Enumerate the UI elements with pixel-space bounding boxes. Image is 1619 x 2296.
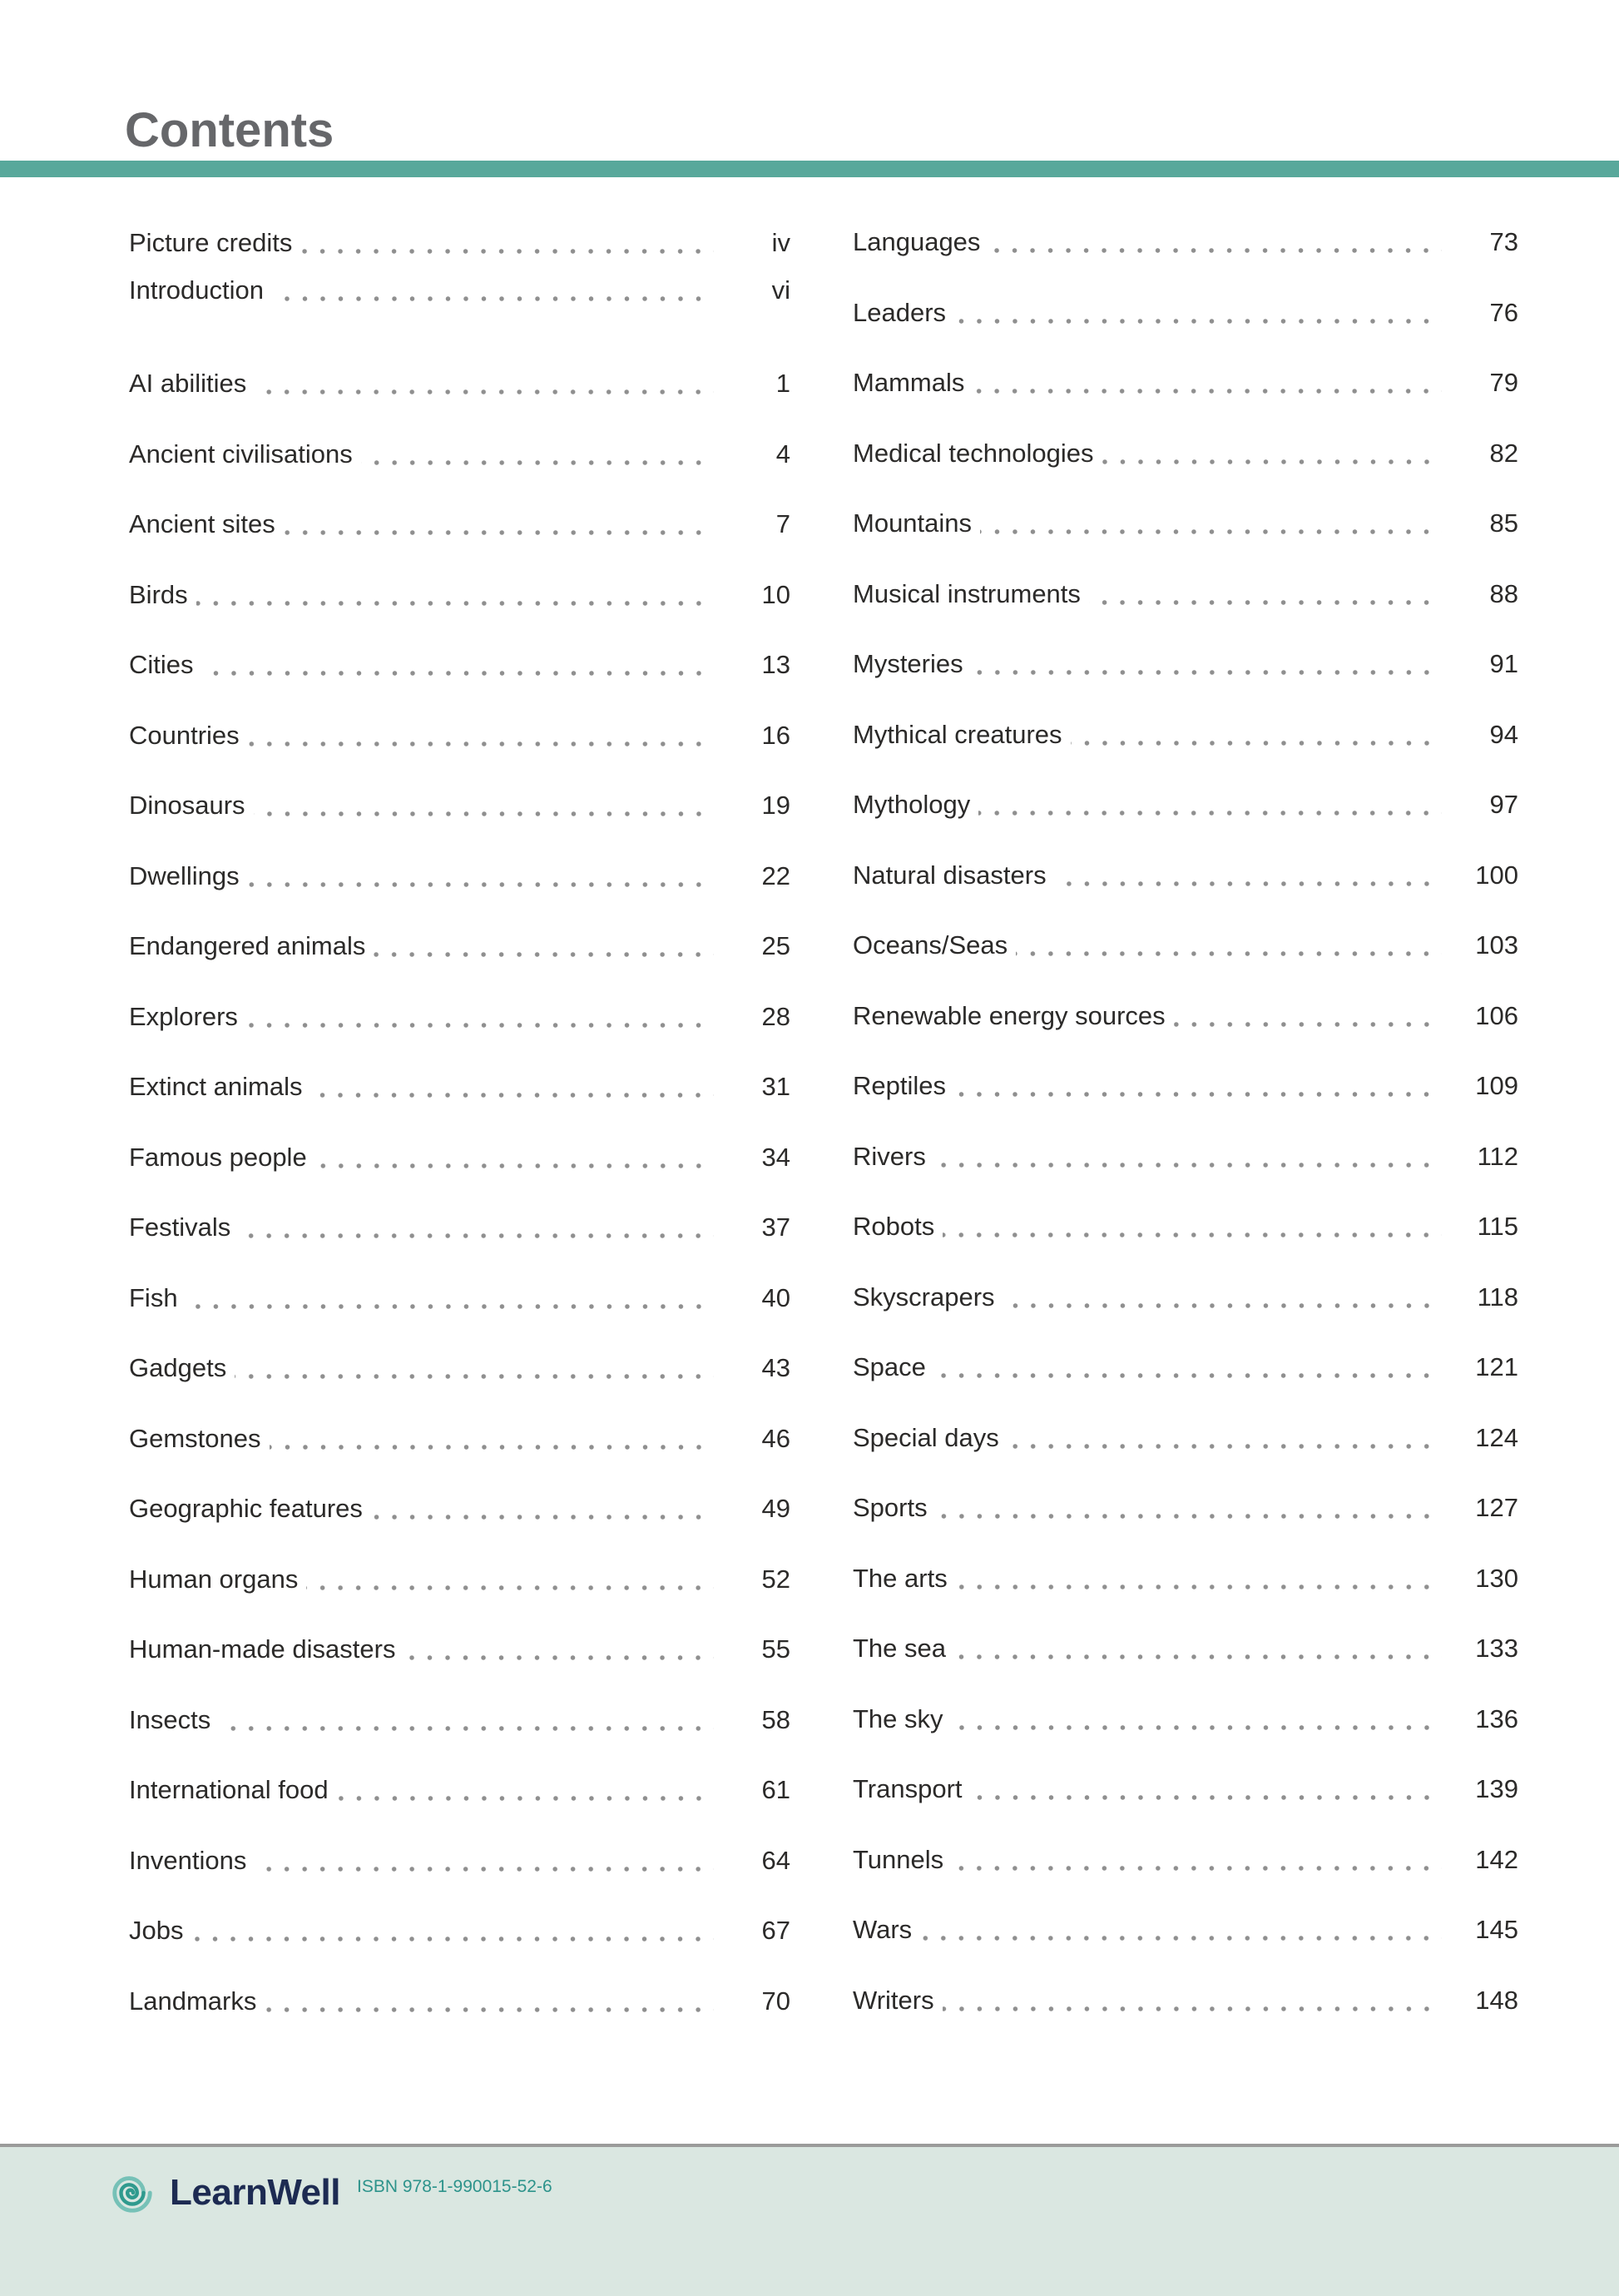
toc-entry-page: 49 [761, 1494, 790, 1524]
toc-entry-page: 133 [1475, 1634, 1518, 1664]
toc-entry-label: Inventions [129, 1845, 247, 1875]
toc-entry-page: 4 [775, 439, 790, 469]
toc-entry-page: 148 [1475, 1985, 1518, 2015]
dot-leader [973, 389, 1442, 394]
toc-entry-page: 19 [761, 791, 790, 821]
dot-leader [337, 1796, 714, 1801]
toc-entry [853, 1192, 1518, 1262]
toc-entry-page: 94 [1489, 719, 1518, 749]
toc-entry-page: 109 [1475, 1071, 1518, 1101]
toc-entry-page: 118 [1477, 1282, 1518, 1312]
toc-entry-page: 91 [1489, 649, 1518, 679]
toc-entry [129, 1333, 790, 1404]
learnwell-swirl-logo-icon [108, 2169, 156, 2217]
dot-leader [1016, 951, 1442, 956]
toc-entry [853, 1473, 1518, 1544]
dot-leader [1071, 741, 1442, 746]
toc-entry-label: Famous people [129, 1142, 307, 1172]
toc-entry-page: 22 [761, 860, 790, 890]
toc-entry [129, 560, 790, 631]
toc-entry [853, 488, 1518, 559]
toc-entry [129, 701, 790, 771]
dot-leader [988, 248, 1442, 253]
dot-leader [1089, 600, 1442, 605]
toc-entry-label: Mysteries [853, 649, 963, 679]
isbn-text: ISBN 978-1-990015-52-6 [356, 2177, 552, 2196]
toc-entry-label: Rivers [853, 1141, 926, 1171]
toc-entry-page: 64 [761, 1845, 790, 1875]
toc-entry [129, 1404, 790, 1475]
dot-leader [300, 249, 714, 254]
toc-entry-page: 82 [1489, 438, 1518, 468]
dot-leader [936, 1514, 1442, 1519]
toc-entry [129, 219, 790, 266]
toc-entry [129, 266, 790, 314]
dot-leader [952, 1866, 1442, 1871]
toc-entry [129, 1755, 790, 1826]
toc-entry-page: 52 [761, 1564, 790, 1594]
toc-entry-label: Wars [853, 1915, 913, 1945]
toc-entry [853, 559, 1518, 630]
dot-leader [943, 2006, 1442, 2011]
toc-entry-label: Geographic features [129, 1494, 363, 1524]
toc-entry-label: Festivals [129, 1212, 231, 1242]
toc-entry [853, 1966, 1518, 2036]
toc-entry-page: 25 [761, 931, 790, 961]
dot-leader [235, 1374, 714, 1379]
toc-entry [853, 1895, 1518, 1966]
toc-entry-label: Transport [853, 1774, 963, 1804]
dot-leader [239, 1233, 714, 1238]
toc-entry-label: Mammals [853, 368, 965, 398]
toc-entry [853, 910, 1518, 981]
toc-entry-label: Endangered animals [129, 931, 366, 961]
toc-entry-label: Picture credits [129, 227, 293, 257]
toc-entry-page: 31 [761, 1072, 790, 1102]
toc-entry-page: 37 [761, 1212, 790, 1242]
toc-left-entries [129, 349, 790, 2036]
toc-entry-page: 142 [1475, 1844, 1518, 1874]
toc-entry [129, 841, 790, 912]
toc-entry-label: Robots [853, 1212, 935, 1242]
toc-entry-page: 130 [1475, 1563, 1518, 1593]
toc-entry-page: 88 [1489, 578, 1518, 608]
toc-entry-page: 7 [775, 509, 790, 539]
toc-entry-page: 103 [1475, 930, 1518, 960]
toc-entry-label: Sports [853, 1493, 928, 1523]
toc-section-gap [129, 314, 790, 349]
toc-entry-label: Mythical creatures [853, 719, 1062, 749]
toc-entry-label: The arts [853, 1563, 948, 1593]
toc-entry-label: Gadgets [129, 1353, 227, 1383]
dot-leader [186, 1304, 714, 1309]
toc-entry [853, 1544, 1518, 1614]
toc-entry-page: 79 [1489, 368, 1518, 398]
toc-entry-page: 70 [761, 1986, 790, 2016]
dot-leader [943, 1232, 1442, 1237]
toc-entry-label: Insects [129, 1704, 211, 1734]
dot-leader [971, 1795, 1442, 1800]
toc-entry-label: Countries [129, 720, 240, 750]
toc-entry-label: Special days [853, 1422, 999, 1452]
toc-entry [129, 911, 790, 982]
toc-entry [129, 1966, 790, 2037]
dot-leader [255, 389, 714, 394]
dot-leader [1102, 459, 1442, 464]
toc-entry-label: Ancient sites [129, 509, 275, 539]
toc-entry-label: Gemstones [129, 1423, 261, 1453]
publisher-brand-row [108, 2169, 552, 2217]
dot-leader [1174, 1022, 1442, 1027]
toc-entry [129, 1052, 790, 1123]
toc-entry-page: 100 [1475, 860, 1518, 890]
toc-entry [853, 1614, 1518, 1684]
toc-entry [853, 419, 1518, 489]
toc-column-right [853, 207, 1518, 2036]
toc-entry-page: 127 [1475, 1493, 1518, 1523]
toc-entry-page: 112 [1477, 1141, 1518, 1171]
toc-entry-label: Space [853, 1352, 926, 1382]
toc-entry-label: Mythology [853, 790, 971, 820]
toc-entry-label: Human organs [129, 1564, 299, 1594]
toc-entry-label: Introduction [129, 275, 264, 305]
dot-leader [306, 1585, 714, 1590]
toc-entry-label: Natural disasters [853, 860, 1047, 890]
toc-entry [853, 1403, 1518, 1474]
toc-entry-label: The sky [853, 1703, 943, 1733]
toc-front-matter [129, 219, 790, 314]
toc-entry-label: Renewable energy sources [853, 1000, 1166, 1030]
toc-entry [853, 1051, 1518, 1122]
toc-entry [853, 700, 1518, 771]
toc-entry-page: 115 [1477, 1212, 1518, 1242]
dot-leader [934, 1163, 1442, 1168]
dot-leader [934, 1373, 1442, 1378]
toc-entry [853, 348, 1518, 419]
toc-entry-label: Explorers [129, 1001, 238, 1031]
dot-leader [978, 811, 1442, 816]
toc-entry [129, 982, 790, 1053]
dot-leader [202, 671, 714, 676]
toc-entry-page: 55 [761, 1634, 790, 1664]
toc-entry-label: Languages [853, 227, 981, 257]
dot-leader [248, 741, 714, 746]
dot-leader [315, 1163, 714, 1168]
toc-entry-label: Reptiles [853, 1071, 946, 1101]
toc-entry-label: Human-made disasters [129, 1634, 396, 1664]
toc-entry-label: Leaders [853, 297, 947, 327]
toc-entry-label: Skyscrapers [853, 1282, 995, 1312]
toc-entry-page: 97 [1489, 790, 1518, 820]
toc-entry-label: Landmarks [129, 1986, 257, 2016]
toc-entry [853, 1122, 1518, 1193]
toc-entry [129, 1685, 790, 1756]
toc-entry-page: 67 [761, 1916, 790, 1946]
toc-entry [853, 629, 1518, 700]
toc-entry-page: 106 [1475, 1000, 1518, 1030]
toc-entry-label: Jobs [129, 1916, 184, 1946]
toc-entry [129, 1545, 790, 1615]
toc-entry-label: Medical technologies [853, 438, 1094, 468]
toc-entry-page: 139 [1475, 1774, 1518, 1804]
toc-entry [129, 419, 790, 490]
dot-leader [1008, 1444, 1442, 1449]
dot-leader [196, 601, 714, 606]
dot-leader [952, 1725, 1442, 1730]
toc-entry [129, 630, 790, 701]
toc-entry [853, 1684, 1518, 1755]
toc-entry [129, 1193, 790, 1263]
dot-leader [371, 1515, 714, 1520]
toc-entry-label: International food [129, 1775, 329, 1805]
toc-entry-page: 85 [1489, 508, 1518, 538]
toc-entry-page: 121 [1475, 1352, 1518, 1382]
dot-leader [254, 811, 714, 816]
dot-leader [956, 1584, 1442, 1589]
toc-entry-label: Tunnels [853, 1844, 944, 1874]
dot-leader [374, 952, 714, 957]
dot-leader [972, 670, 1442, 675]
dot-leader [361, 460, 714, 465]
toc-entry [853, 1262, 1518, 1333]
toc-entry [129, 349, 790, 419]
toc-entry-page: 124 [1475, 1422, 1518, 1452]
dot-leader [404, 1655, 714, 1660]
dot-leader [219, 1726, 714, 1731]
toc-entry-label: AI abilities [129, 369, 247, 399]
toc-entry-page: 40 [761, 1282, 790, 1312]
dot-leader [954, 1092, 1442, 1097]
toc-entry-page: 73 [1489, 227, 1518, 257]
toc-entry-page: 145 [1475, 1915, 1518, 1945]
toc-right-entries [853, 207, 1518, 2036]
dot-leader [248, 882, 714, 887]
toc-entry-page: 28 [761, 1001, 790, 1031]
title-accent-bar [0, 161, 1619, 177]
toc-entry-page: 43 [761, 1353, 790, 1383]
toc-entry-page: vi [771, 275, 790, 305]
toc-entry [129, 1614, 790, 1685]
toc-entry [129, 1123, 790, 1193]
dot-leader [272, 296, 714, 301]
toc-entry-label: Ancient civilisations [129, 439, 353, 469]
toc-entry-page: 136 [1475, 1703, 1518, 1733]
toc-entry [129, 1474, 790, 1545]
toc-entry [853, 981, 1518, 1052]
dot-leader [255, 1867, 714, 1872]
toc-entry-label: Dwellings [129, 860, 240, 890]
toc-entry-page: 58 [761, 1704, 790, 1734]
toc-entry-label: Oceans/Seas [853, 930, 1008, 960]
dot-leader [310, 1093, 714, 1098]
toc-entry [129, 1826, 790, 1897]
toc-entry [129, 489, 790, 560]
dot-leader [270, 1445, 714, 1450]
toc-entry-page: iv [771, 227, 790, 257]
toc-entry-label: Extinct animals [129, 1072, 303, 1102]
brand-name: LearnWell [170, 2172, 340, 2213]
toc-entry [853, 1825, 1518, 1896]
dot-leader [1055, 881, 1442, 886]
toc-entry [129, 1263, 790, 1334]
toc-entry [853, 278, 1518, 349]
toc-entry [129, 1896, 790, 1966]
dot-leader [954, 319, 1442, 324]
page-title: Contents [125, 103, 334, 157]
toc-entry-page: 1 [775, 369, 790, 399]
toc-entry-page: 76 [1489, 297, 1518, 327]
toc-entry-label: Musical instruments [853, 578, 1081, 608]
dot-leader [246, 1023, 714, 1028]
toc-entry [853, 1332, 1518, 1403]
toc-entry-label: Fish [129, 1282, 178, 1312]
toc-entry [853, 770, 1518, 841]
dot-leader [191, 1936, 714, 1941]
toc-entry-label: Dinosaurs [129, 791, 245, 821]
toc-entry-page: 13 [761, 650, 790, 680]
toc-entry [853, 1754, 1518, 1825]
toc-entry-page: 61 [761, 1775, 790, 1805]
toc-entry-page: 10 [761, 579, 790, 609]
toc-entry-label: Cities [129, 650, 194, 680]
toc-entry-label: The sea [853, 1634, 947, 1664]
dot-leader [920, 1936, 1442, 1941]
toc-entry-page: 16 [761, 720, 790, 750]
dot-leader [1003, 1303, 1442, 1308]
dot-leader [284, 530, 714, 535]
toc-column-left [129, 219, 790, 2036]
toc-entry-label: Writers [853, 1985, 934, 2015]
toc-entry [853, 841, 1518, 911]
toc-entry [853, 207, 1518, 278]
toc-entry-page: 34 [761, 1142, 790, 1172]
toc-entry [129, 771, 790, 841]
dot-leader [954, 1654, 1442, 1659]
toc-entry-page: 46 [761, 1423, 790, 1453]
dot-leader [265, 2007, 714, 2012]
toc-entry-label: Birds [129, 579, 188, 609]
dot-leader [980, 529, 1442, 534]
toc-entry-label: Mountains [853, 508, 973, 538]
